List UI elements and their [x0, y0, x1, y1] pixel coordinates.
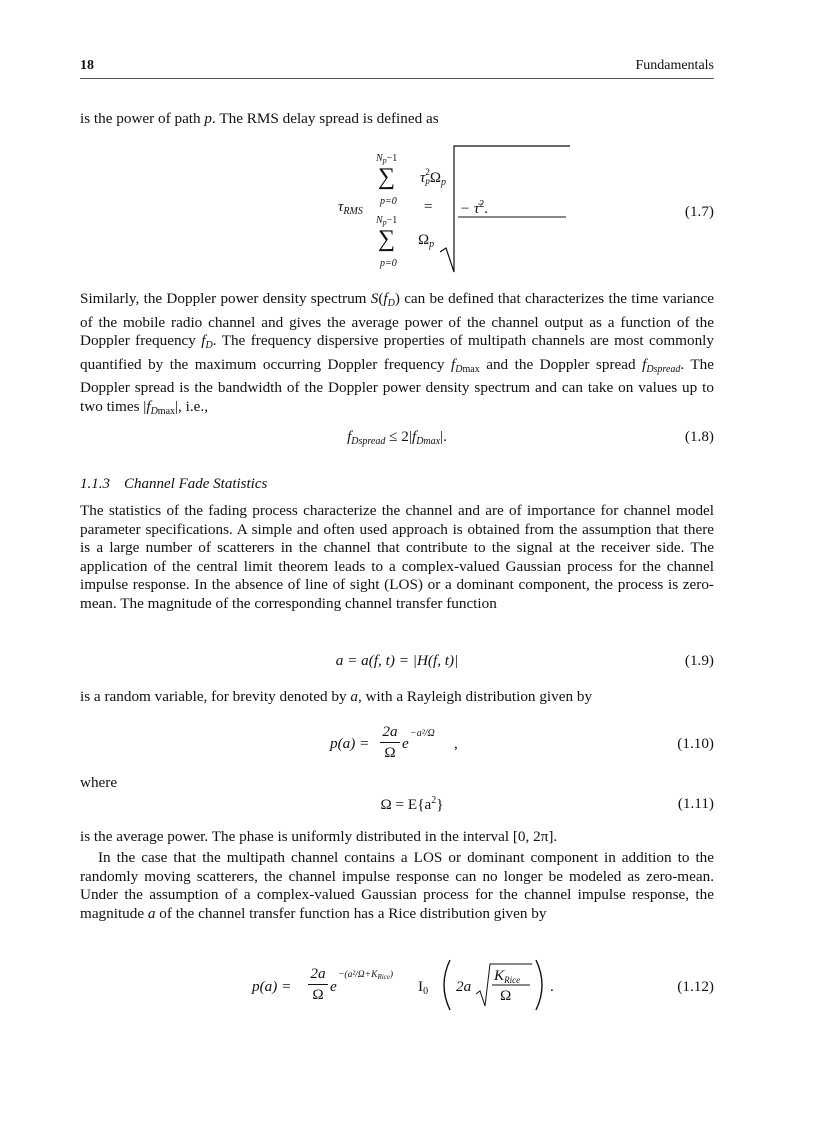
equation-1-7	[80, 140, 714, 275]
eq-minus-tail: − τ̄$^2$.	[460, 199, 488, 217]
equation-1-9: a = a(f, t) = |H(f, t)| (1.9)	[335, 652, 714, 669]
num-term: τ 2 p $\Omega_p$	[420, 167, 447, 188]
equation-number: (1.7)	[684, 203, 714, 220]
num-sum-sign: ∑	[378, 164, 396, 190]
equation-number: (1.10)	[677, 735, 714, 752]
den-sum-sign: ∑	[378, 226, 396, 252]
den-upper-limit: $N_p-1$	[376, 215, 398, 227]
page-header	[80, 58, 714, 79]
page-number: 18	[80, 58, 94, 73]
eq-equals: =	[424, 199, 433, 215]
equation-number: (1.11)	[677, 795, 714, 812]
paragraph-average-power: is the average power. The phase is uniformly distributed in the interval [0, 2π].	[80, 828, 558, 845]
equation-1-10: p(a) = 2a Ω e −a²/Ω , (1.10)	[330, 723, 714, 761]
paragraph-rice: In the case that the multipath channel contains a LOS or dominant component in addition to the randomly moving scatterers, the channel impulse response can no longer be modeled as zero-mean. Under the assumption of a complex-valued Gaussian process for the channel impulse response, the magnitude a of the channel transfer function has a Rice distribution given by	[80, 849, 714, 922]
den-lower-limit: p=0	[380, 258, 397, 269]
intro-line: is the power of path p. The RMS delay spread is defined as	[80, 110, 439, 127]
num-lower-limit: p=0	[380, 196, 397, 207]
bessel-argument-parens	[436, 956, 546, 1014]
running-title: Fundamentals	[635, 58, 714, 73]
den-term: $\Omega_p$	[418, 232, 435, 250]
paragraph-rayleigh: is a random variable, for brevity denoted by a, with a Rayleigh distribution given by	[80, 688, 593, 705]
equation-1-11: $\Omega = E\{a^2\}$ (1.11)	[380, 795, 714, 813]
eq-lhs: $\tau_{RMS}$	[338, 199, 363, 217]
equation-1-8: $f_{Dspread} \le 2|f_{Dmax}|$. (1.8)	[347, 428, 714, 447]
equation-1-12: p(a) = 2a Ω e $-(a^2/\Omega+K_{Rice})$ $I_0$ 2a KRice Ω . (1.12)	[80, 956, 714, 1014]
num-upper-limit: $N_p-1$	[376, 153, 398, 165]
where-label: where	[80, 774, 118, 791]
paragraph-fade: The statistics of the fading process characterize the channel and are of importance for channel model parameter specifications. A simple and often used approach is obtained from the assumption that there is a large number of scatterers in the channel that contribute to the signal at the receiver side. The application of the central limit theorem leads to a complex-valued Gaussian process for the channel impulse response. In the absence of line of sight (LOS) or a dominant component, the process is zero-mean. The magnitude of the corresponding channel transfer function	[80, 502, 714, 612]
equation-number: (1.12)	[677, 978, 714, 995]
section-heading: 1.1.3 Channel Fade Statistics	[80, 476, 268, 492]
equation-number: (1.9)	[684, 652, 714, 669]
paragraph-doppler: Similarly, the Doppler power density spectrum $S(f_D)$ can be defined that characterizes the time variance of the mobile radio channel and gives the average power of the channel output as a function of the Doppler frequency $f_D$. The frequency dispersive properties of multipath channels are most commonly quantified by the maximum occurring Doppler frequency $f_{Dmax}$ and the Doppler spread $f_{Dspread}$. The Doppler spread is the bandwidth of the Doppler power density spectrum and can take on values up to two times $|f_{Dmax}|$, i.e.,	[80, 290, 715, 417]
equation-number: (1.8)	[684, 428, 714, 445]
